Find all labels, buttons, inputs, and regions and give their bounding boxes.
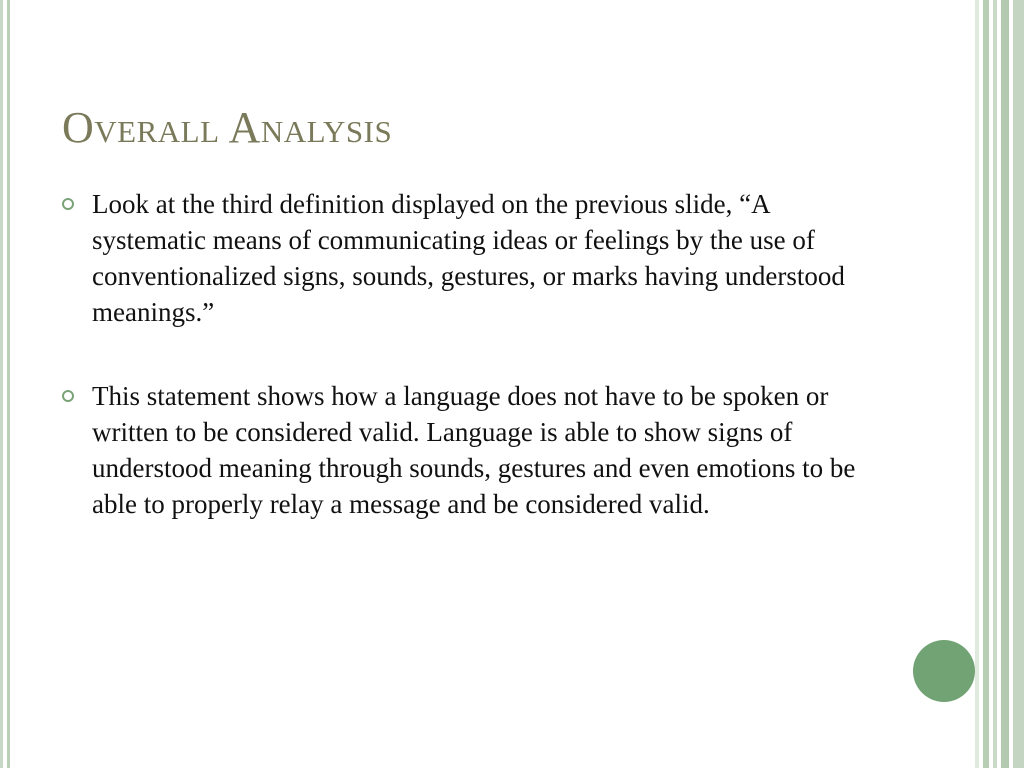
bullet-text: This statement shows how a language does not have to be spoken or written to be considered valid. Language is able to show signs of understood meaning through sounds, gestures and even emotions to be able to properly relay a message and be considered valid. (92, 381, 856, 519)
bullet-text: Look at the third definition displayed on the previous slide, “A systematic means of communicating ideas or feelings by the use of conventionalized signs, sounds, gestures, or marks having understood meanings.” (92, 189, 845, 327)
right-decorative-stripe (1013, 0, 1024, 768)
left-border-line (7, 0, 10, 768)
ring-bullet-icon (62, 390, 74, 402)
right-decorative-stripe (983, 0, 989, 768)
slide-title: Overall Analysis (62, 103, 393, 152)
ring-bullet-icon (62, 198, 74, 210)
right-decorative-stripe (975, 0, 979, 768)
left-border-line (0, 0, 3, 768)
decorative-circle (913, 640, 975, 702)
right-decorative-stripe (1001, 0, 1009, 768)
bullet-item (62, 186, 882, 330)
bullet-item (62, 378, 882, 522)
right-decorative-stripe (993, 0, 997, 768)
slide-body (62, 186, 882, 570)
